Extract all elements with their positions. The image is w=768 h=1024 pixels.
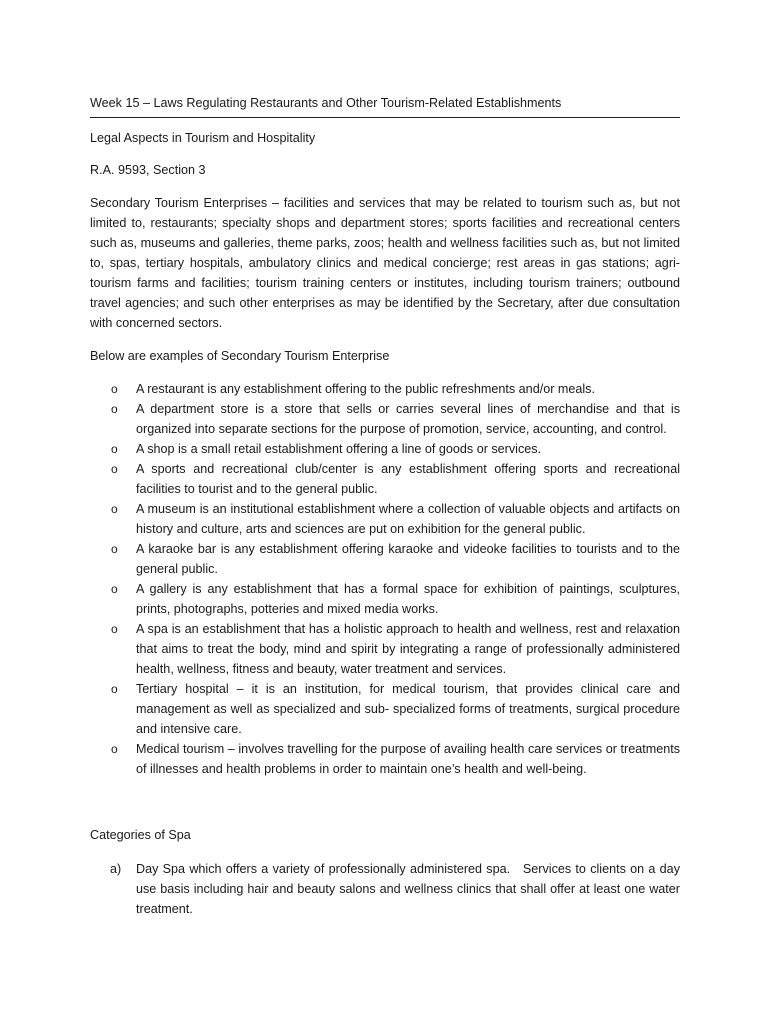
list-item: [90, 539, 680, 579]
list-item: [90, 459, 680, 499]
definition-paragraph: Secondary Tourism Enterprises – facilities and services that may be related to tourism such as, but not limited to, restaurants; specialty shops and department stores; sports facilities and recreational centers such as, museums and galleries, theme parks, zoos; health and wellness facilities such as, but not limited to, spas, tertiary hospitals, ambulatory clinics and medical concierge; rest areas in gas stations; agri-tourism farms and facilities; tourism training centers or institutes, including tourism trainers; outbound travel agencies; and such other enterprises as may be identified by the Secretary, after due consultation with concerned sectors.: [90, 196, 680, 330]
list-marker: a): [110, 862, 122, 876]
list-item: [90, 619, 680, 679]
bullet-marker: o: [111, 462, 118, 476]
list-item-text: A spa is an establishment that has a holistic approach to health and wellness, rest and relaxation that aims to treat the body, mind and spirit by integrating a range of professionally administered health, wellness, fitness and beauty, water treatment and services.: [136, 622, 680, 676]
list-item: [90, 399, 680, 439]
bullet-marker: o: [111, 382, 118, 396]
list-item: [90, 679, 680, 739]
list-item: [90, 499, 680, 539]
list-item: [90, 859, 680, 919]
bullet-marker: o: [111, 442, 118, 456]
spa-categories-heading: Categories of Spa: [90, 828, 191, 842]
examples-intro: Below are examples of Secondary Tourism Enterprise: [90, 349, 390, 363]
bullet-marker: o: [111, 742, 118, 756]
list-item-text: A shop is a small retail establishment offering a line of goods or services.: [136, 442, 542, 456]
list-item: [90, 439, 680, 459]
bullet-marker: o: [111, 682, 118, 696]
bullet-marker: o: [111, 402, 118, 416]
list-item-text: A karaoke bar is any establishment offering karaoke and videoke facilities to tourists and to the general public.: [136, 542, 680, 576]
list-item-text: Medical tourism – involves travelling for the purpose of availing health care services or treatments of illnesses and health problems in order to maintain one’s health and well-being.: [136, 742, 680, 776]
list-item-text: A restaurant is any establishment offering to the public refreshments and/or meals.: [136, 382, 595, 396]
list-item: [90, 379, 680, 399]
list-item-text: A sports and recreational club/center is any establishment offering sports and recreational facilities to tourist and to the general public.: [136, 462, 680, 496]
bullet-marker: o: [111, 542, 118, 556]
bullet-marker: o: [111, 622, 118, 636]
list-item: [90, 739, 680, 779]
bullet-marker: o: [111, 502, 118, 516]
list-item-text: Day Spa which offers a variety of professionally administered spa. Services to clients on a day use basis including hair and beauty salons and wellness clinics that shall offer at least one water treatment.: [136, 862, 680, 916]
section-reference: R.A. 9593, Section 3: [90, 163, 206, 177]
document-title: Week 15 – Laws Regulating Restaurants and Other Tourism-Related Establishments: [90, 93, 680, 118]
spa-categories-list: [90, 859, 680, 919]
bullet-marker: o: [111, 582, 118, 596]
document-subtitle: Legal Aspects in Tourism and Hospitality: [90, 131, 316, 145]
list-item-text: A museum is an institutional establishment where a collection of valuable objects and artifacts on history and culture, arts and sciences are put on exhibition for the general public.: [136, 502, 680, 536]
examples-list: [90, 379, 680, 779]
list-item-text: A department store is a store that sells or carries several lines of merchandise and that is organized into separate sections for the purpose of promotion, service, accounting, and control.: [136, 402, 680, 436]
list-item: [90, 579, 680, 619]
list-item-text: A gallery is any establishment that has a formal space for exhibition of paintings, sculptures, prints, photographs, potteries and mixed media works.: [136, 582, 680, 616]
list-item-text: Tertiary hospital – it is an institution, for medical tourism, that provides clinical care and management as well as specialized and sub- specialized forms of treatments, surgical procedure and intensive care.: [136, 682, 680, 736]
